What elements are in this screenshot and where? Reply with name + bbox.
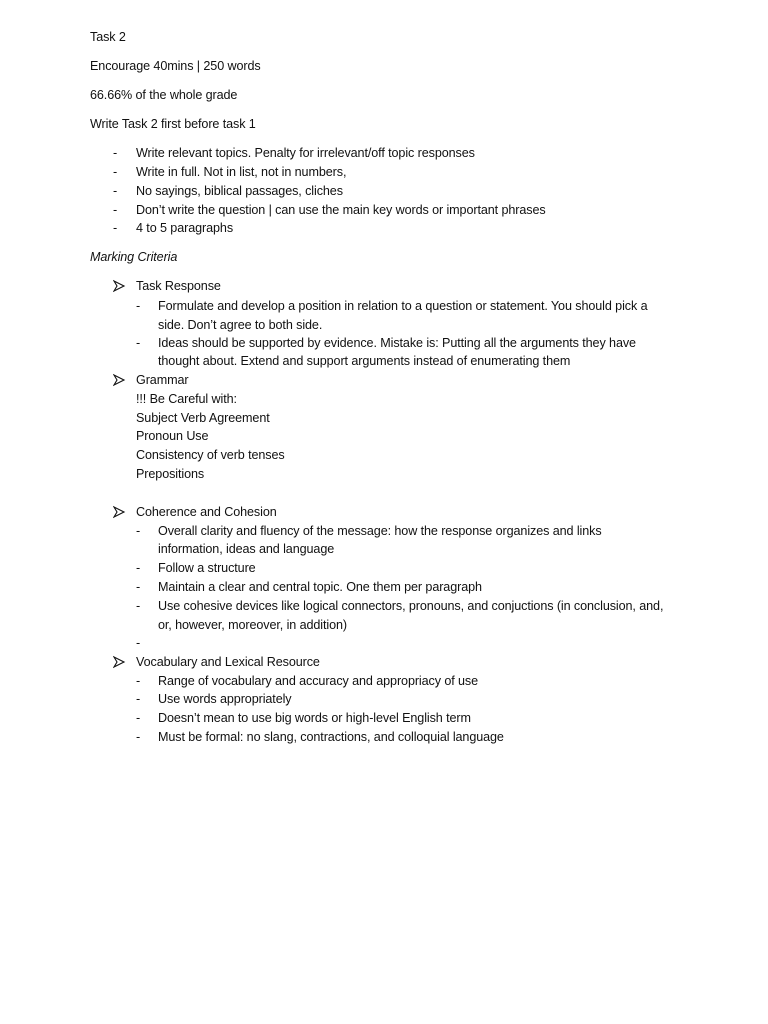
- marking-criteria-heading: Marking Criteria: [90, 250, 178, 264]
- list-item: Follow a structure: [158, 561, 256, 575]
- list-item: Write in full. Not in list, not in numbers,: [136, 165, 347, 179]
- list-dash: -: [136, 692, 141, 706]
- list-item: Don’t write the question | can use the main key words or important phrases: [136, 203, 546, 217]
- grammar-line: Prepositions: [136, 467, 205, 481]
- grammar-line: Pronoun Use: [136, 429, 209, 443]
- criterion-heading-grammar: Grammar: [136, 373, 189, 387]
- criterion-heading-coherence: Coherence and Cohesion: [136, 505, 277, 519]
- list-item: Use words appropriately: [158, 692, 292, 706]
- list-item: Write relevant topics. Penalty for irrelevant/off topic responses: [136, 146, 475, 160]
- list-item: Formulate and develop a position in relation to a question or statement. You should pick a: [158, 299, 648, 313]
- list-dash: -: [136, 599, 141, 613]
- list-dash: -: [113, 221, 118, 235]
- list-dash: -: [136, 730, 141, 744]
- list-dash: -: [113, 184, 118, 198]
- list-dash: -: [113, 146, 118, 160]
- list-item: Ideas should be supported by evidence. Mistake is: Putting all the arguments they have: [158, 336, 636, 350]
- grade-note: 66.66% of the whole grade: [90, 88, 238, 102]
- list-dash: -: [113, 203, 118, 217]
- list-dash: -: [136, 580, 141, 594]
- doc-title: Task 2: [90, 30, 126, 44]
- timing-note: Encourage 40mins | 250 words: [90, 59, 261, 73]
- criterion-heading-task-response: Task Response: [136, 279, 221, 293]
- arrowhead-bullet-icon: [113, 371, 126, 389]
- list-item: Range of vocabulary and accuracy and appropriacy of use: [158, 674, 479, 688]
- list-item: No sayings, biblical passages, cliches: [136, 184, 343, 198]
- arrowhead-bullet-icon: [113, 653, 126, 671]
- order-note: Write Task 2 first before task 1: [90, 117, 256, 131]
- list-dash: -: [113, 165, 118, 179]
- criterion-heading-vocabulary: Vocabulary and Lexical Resource: [136, 655, 320, 669]
- grammar-line: Consistency of verb tenses: [136, 448, 285, 462]
- list-item: Maintain a clear and central topic. One them per paragraph: [158, 580, 482, 594]
- arrowhead-bullet-icon: [113, 503, 126, 521]
- list-dash: -: [136, 636, 141, 650]
- list-dash: -: [136, 336, 141, 350]
- arrowhead-bullet-icon: [113, 277, 126, 295]
- list-item-continued: or, however, moreover, in addition): [158, 618, 348, 632]
- list-item: Use cohesive devices like logical connectors, pronouns, and conjuctions (in conclusion, and,: [158, 599, 664, 613]
- list-item-continued: thought about. Extend and support arguments instead of enumerating them: [158, 354, 571, 368]
- list-item: Doesn’t mean to use big words or high-level English term: [158, 711, 471, 725]
- list-item-continued: information, ideas and language: [158, 542, 335, 556]
- list-item-continued: side. Don’t agree to both side.: [158, 318, 323, 332]
- list-dash: -: [136, 674, 141, 688]
- list-dash: -: [136, 561, 141, 575]
- list-dash: -: [136, 524, 141, 538]
- list-item: Must be formal: no slang, contractions, and colloquial language: [158, 730, 504, 744]
- grammar-line: Subject Verb Agreement: [136, 411, 270, 425]
- list-dash: -: [136, 299, 141, 313]
- grammar-line: !!! Be Careful with:: [136, 392, 237, 406]
- list-item: 4 to 5 paragraphs: [136, 221, 234, 235]
- list-item: Overall clarity and fluency of the message: how the response organizes and links: [158, 524, 602, 538]
- list-dash: -: [136, 711, 141, 725]
